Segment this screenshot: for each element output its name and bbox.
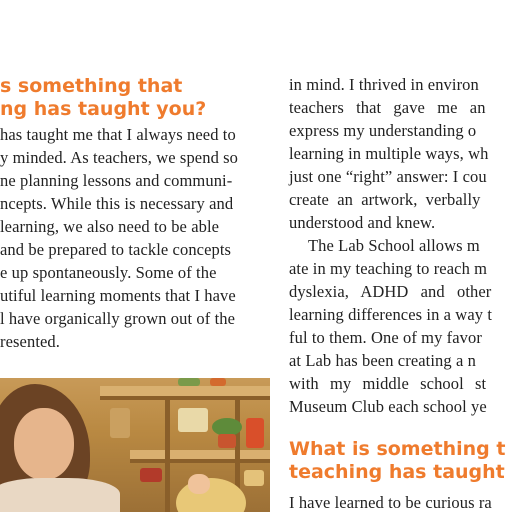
left-body-line: has taught me that I always need to [0,125,236,144]
right-body-line: learning differences in a way t [289,305,493,324]
left-body-line: e up spontaneously. Some of the [0,263,217,282]
right-body-line: just one “right” answer: I cou [289,167,487,186]
left-body-line: y minded. As teachers, we spend so [0,148,239,167]
right-section-heading-line-2: teaching has taught [289,461,505,483]
right-body-line: teachers that gave me an [289,98,486,117]
left-body-line: l have organically grown out of the [0,309,236,328]
right-body-line: with my middle school st [289,374,487,393]
right-body-line: create an artwork, verbally [289,190,481,209]
right-body-line: The Lab School allows m [308,236,480,255]
right-body-line: learning in multiple ways, wh [289,144,489,163]
left-body-line: and be prepared to tackle concepts [0,240,232,259]
right-body-line: Museum Club each school ye [289,397,487,416]
left-section-heading-line-2: ng has taught you? [0,98,207,120]
left-body-line: ncepts. While this is necessary and [0,194,234,213]
right-body-line: dyslexia, ADHD and other [289,282,492,301]
left-body-line: ne planning lessons and communi- [0,171,233,190]
right-body-line: I have learned to be curious ra [289,493,492,512]
right-body-line: express my understanding o [289,121,477,140]
left-body-line: learning, we also need to be able [0,217,220,236]
left-body-line: resented. [0,332,60,351]
left-section-heading-line-1: s something that [0,75,183,97]
right-body-line: ful to them. One of my favor [289,328,482,347]
right-body-line: in mind. I thrived in environ [289,75,479,94]
left-body-line: utiful learning moments that I have [0,286,236,305]
right-body-line: at Lab has been creating a n [289,351,476,370]
right-section-heading-line-1: What is something t [289,438,506,460]
right-body-line: understood and knew. [289,213,436,232]
classroom-photo [0,378,270,512]
right-body-line: ate in my teaching to reach m [289,259,488,278]
